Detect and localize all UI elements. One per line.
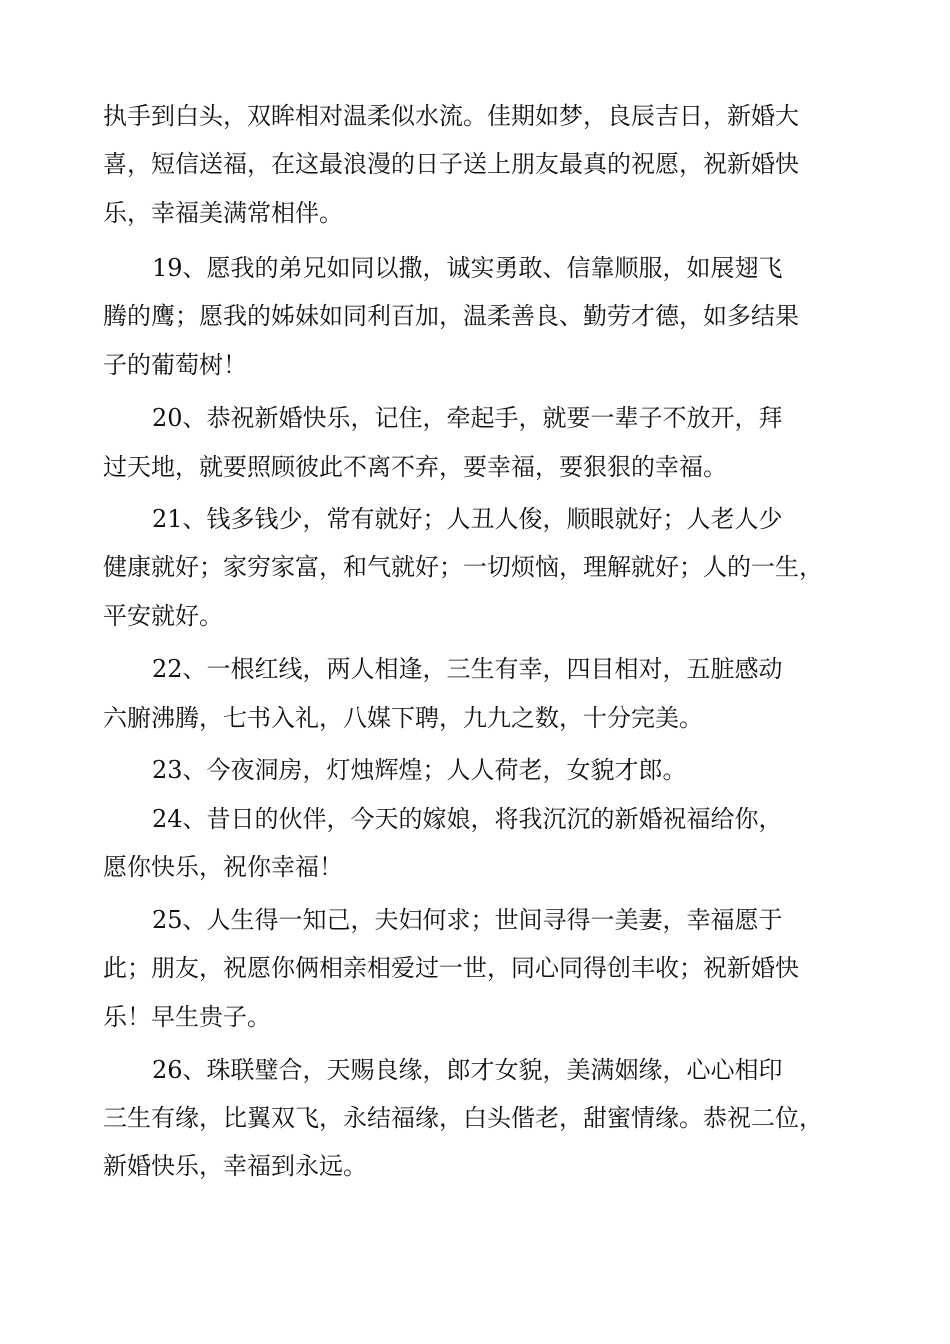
text-line: 执手到白头，双眸相对温柔似水流。佳期如梦，良辰吉日，新婚大 bbox=[103, 102, 799, 130]
text-line: 腾的鹰；愿我的姊妹如同利百加，温柔善良、勤劳才德，如多结果 bbox=[103, 302, 799, 330]
text-line: 21、钱多钱少，常有就好；人丑人俊，顺眼就好；人老人少 bbox=[152, 505, 783, 533]
text-line: 26、珠联璧合，天赐良缘，郎才女貌，美满姻缘，心心相印 bbox=[152, 1056, 783, 1084]
text-line: 三生有缘，比翼双飞，永结福缘，白头偕老，甜蜜情缘。恭祝二位， bbox=[103, 1104, 823, 1132]
text-line: 乐！早生贵子。 bbox=[103, 1003, 271, 1031]
text-line: 健康就好；家穷家富，和气就好；一切烦恼，理解就好；人的一生， bbox=[103, 553, 823, 581]
text-line: 23、今夜洞房，灯烛辉煌；人人荷老，女貌才郎。 bbox=[152, 756, 687, 784]
text-line: 六腑沸腾，七书入礼，八媒下聘，九九之数，十分完美。 bbox=[103, 704, 703, 732]
text-line: 过天地，就要照顾彼此不离不弃，要幸福，要狠狠的幸福。 bbox=[103, 453, 727, 481]
text-line: 22、一根红线，两人相逢，三生有幸，四目相对，五脏感动 bbox=[152, 655, 783, 683]
text-line: 25、人生得一知己，夫妇何求；世间寻得一美妻，幸福愿于 bbox=[152, 906, 783, 934]
text-line: 20、恭祝新婚快乐，记住，牵起手，就要一辈子不放开，拜 bbox=[152, 404, 783, 432]
text-line: 平安就好。 bbox=[103, 602, 223, 630]
text-line: 19、愿我的弟兄如同以撒，诚实勇敢、信靠顺服，如展翅飞 bbox=[152, 254, 783, 282]
text-line: 喜，短信送福，在这最浪漫的日子送上朋友最真的祝愿，祝新婚快 bbox=[103, 150, 799, 178]
text-line: 此；朋友，祝愿你俩相亲相爱过一世，同心同得创丰收；祝新婚快 bbox=[103, 954, 799, 982]
text-line: 愿你快乐，祝你幸福！ bbox=[103, 853, 343, 881]
text-line: 24、昔日的伙伴，今天的嫁娘，将我沉沉的新婚祝福给你， bbox=[152, 805, 783, 833]
text-line: 新婚快乐，幸福到永远。 bbox=[103, 1152, 367, 1180]
text-line: 乐，幸福美满常相伴。 bbox=[103, 199, 343, 227]
text-line: 子的葡萄树！ bbox=[103, 351, 247, 379]
